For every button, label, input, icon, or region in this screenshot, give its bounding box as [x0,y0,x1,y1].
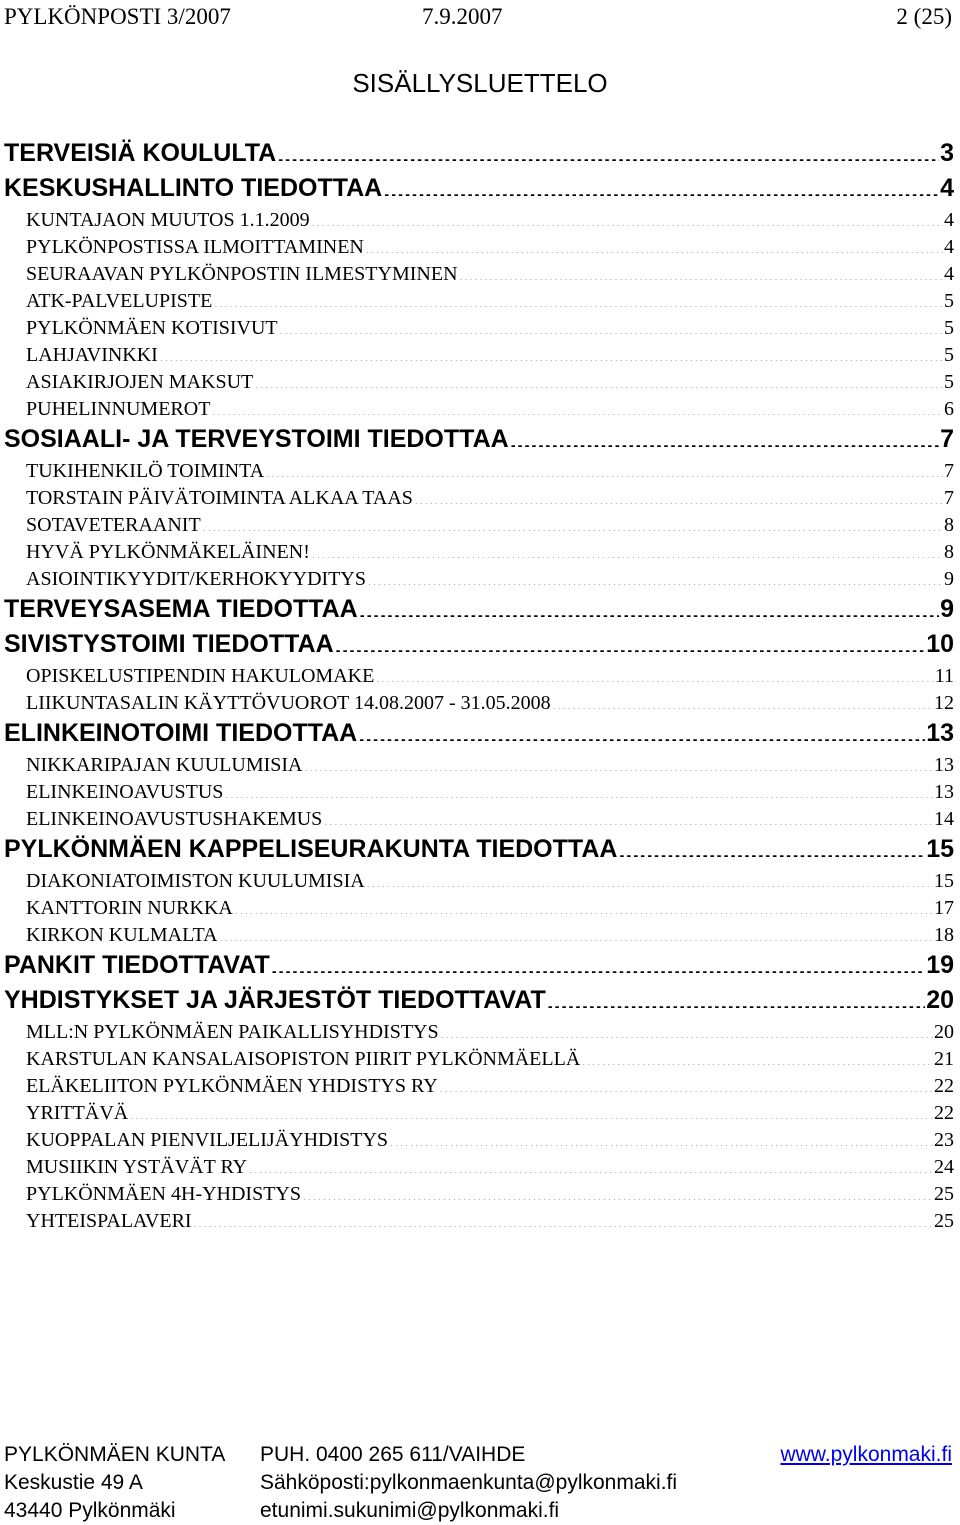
toc-entry-label: MUSIIKIN YSTÄVÄT RY [26,1156,248,1178]
toc-leader-dots [440,1018,933,1038]
toc-entry-label: OPISKELUSTIPENDIN HAKULOMAKE [26,665,375,687]
toc-entry-label: PANKIT TIEDOTTAVAT [4,951,270,979]
toc-entry-label: PYLKÖNMÄEN 4H-YHDISTYS [26,1183,301,1205]
toc-leader-dots [224,778,933,798]
toc-entry-label: SOTAVETERAANIT [26,514,201,536]
toc-entry-page: 12 [934,692,954,714]
toc-entry-label: PUHELINNUMEROT [26,398,211,420]
toc-entry[interactable] [4,233,954,260]
toc-entry-label: LAHJAVINKKI [26,344,158,366]
toc-entry-page: 15 [926,835,954,863]
toc-entry[interactable] [4,832,954,867]
toc-entry[interactable] [4,511,954,538]
toc-leader-dots [439,1072,933,1092]
toc-entry-label: MLL:N PYLKÖNMÄEN PAIKALLISYHDISTYS [26,1021,439,1043]
toc-entry-label: SIVISTYSTOIMI TIEDOTTAA [4,630,334,658]
toc-entry-label: KUOPPALAN PIENVILJELIJÄYHDISTYS [26,1129,389,1151]
footer-email-pattern: etunimi.sukunimi@pylkonmaki.fi [260,1499,560,1522]
toc-leader-dots [277,136,939,161]
toc-leader-dots [335,627,926,652]
toc-entry[interactable] [4,689,954,716]
toc-entry[interactable] [4,206,954,233]
toc-entry-label: KANTTORIN NURKKA [26,897,233,919]
toc-entry[interactable] [4,171,954,206]
toc-leader-dots [265,457,943,477]
toc-entry-page: 5 [944,344,954,366]
toc-entry-page: 24 [934,1156,954,1178]
toc-entry-page: 4 [940,174,954,202]
footer-street: Keskustie 49 A [4,1471,143,1494]
toc-entry-label: ELINKEINOAVUSTUS [26,781,224,803]
toc-entry-label: TORSTAIN PÄIVÄTOIMINTA ALKAA TAAS [26,487,413,509]
toc-leader-dots [547,983,925,1008]
toc-entry[interactable] [4,1126,954,1153]
toc-entry-label: NIKKARIPAJAN KUULUMISIA [26,754,303,776]
toc-leader-dots [389,1126,933,1146]
toc-leader-dots [581,1045,933,1065]
toc-entry-label: LIIKUNTASALIN KÄYTTÖVUOROT 14.08.2007 - 31.05.2008 [26,692,551,714]
toc-entry-label: TERVEYSASEMA TIEDOTTAA [4,595,358,623]
toc-entry-page: 7 [944,487,954,509]
toc-entry[interactable] [4,565,954,592]
toc-entry[interactable] [4,592,954,627]
toc-entry[interactable] [4,136,954,171]
toc-entry[interactable] [4,894,954,921]
toc-entry[interactable] [4,662,954,689]
toc-entry[interactable] [4,778,954,805]
toc-leader-dots [304,751,934,771]
toc-entry[interactable] [4,1045,954,1072]
toc-leader-dots [254,368,943,388]
toc-entry-label: ELINKEINOAVUSTUSHAKEMUS [26,808,323,830]
toc-entry-page: 13 [934,754,954,776]
toc-entry-page: 8 [944,541,954,563]
toc-entry-label: PYLKÖNMÄEN KOTISIVUT [26,317,278,339]
toc-leader-dots [311,538,943,558]
page-footer [4,1443,952,1523]
toc-entry[interactable] [4,1180,954,1207]
toc-entry-label: TUKIHENKILÖ TOIMINTA [26,460,265,482]
toc-entry[interactable] [4,921,954,948]
toc-entry[interactable] [4,983,954,1018]
toc-entry-page: 9 [940,595,954,623]
toc-entry-label: SOSIAALI- JA TERVEYSTOIMI TIEDOTTAA [4,425,509,453]
toc-leader-dots [618,832,925,857]
toc-entry-page: 22 [934,1075,954,1097]
toc-entry[interactable] [4,805,954,832]
toc-entry[interactable] [4,1153,954,1180]
toc-entry-label: ELÄKELIITON PYLKÖNMÄEN YHDISTYS RY [26,1075,438,1097]
toc-entry-label: YRITTÄVÄ [26,1102,129,1124]
toc-entry-label: KARSTULAN KANSALAISOPISTON PIIRIT PYLKÖNMÄELLÄ [26,1048,581,1070]
toc-entry[interactable] [4,368,954,395]
toc-entry-label: PYLKÖNMÄEN KAPPELISEURAKUNTA TIEDOTTAA [4,835,618,863]
footer-phone: PUH. 0400 265 611/VAIHDE [260,1443,526,1466]
toc-leader-dots [552,689,933,709]
footer-postal: 43440 Pylkönmäki [4,1499,176,1522]
table-of-contents [4,136,954,1234]
toc-entry[interactable] [4,867,954,894]
toc-leader-dots [202,511,943,531]
toc-entry-page: 21 [934,1048,954,1070]
toc-entry-page: 10 [926,630,954,658]
toc-entry-label: HYVÄ PYLKÖNMÄKELÄINEN! [26,541,310,563]
toc-leader-dots [510,422,939,447]
toc-entry-page: 13 [934,781,954,803]
toc-leader-dots [323,805,933,825]
publication-name: PYLKÖNPOSTI 3/2007 [4,4,231,29]
toc-entry-page: 4 [944,209,954,231]
toc-entry[interactable] [4,948,954,983]
toc-leader-dots [459,260,943,280]
toc-entry-page: 7 [940,425,954,453]
toc-entry[interactable] [4,1018,954,1045]
toc-entry-label: KESKUSHALLINTO TIEDOTTAA [4,174,383,202]
page-header [4,4,952,38]
toc-entry-page: 3 [940,139,954,167]
toc-entry-page: 5 [944,290,954,312]
toc-entry-label: KIRKON KULMALTA [26,924,218,946]
toc-entry[interactable] [4,1207,954,1234]
toc-leader-dots [383,171,939,196]
toc-entry-page: 18 [934,924,954,946]
toc-leader-dots [302,1180,933,1200]
toc-leader-dots [234,894,933,914]
toc-entry-page: 4 [944,263,954,285]
toc-entry-page: 5 [944,317,954,339]
toc-entry-page: 23 [934,1129,954,1151]
toc-entry[interactable] [4,627,954,662]
toc-entry-label: TERVEISIÄ KOULULTA [4,139,277,167]
toc-entry-label: SEURAAVAN PYLKÖNPOSTIN ILMESTYMINEN [26,263,458,285]
toc-entry[interactable] [4,751,954,778]
toc-entry[interactable] [4,484,954,511]
toc-entry[interactable] [4,538,954,565]
toc-leader-dots [358,716,925,741]
toc-leader-dots [213,287,943,307]
toc-entry-page: 25 [934,1210,954,1232]
toc-entry[interactable] [4,341,954,368]
footer-org: PYLKÖNMÄEN KUNTA [4,1443,226,1466]
toc-entry-page: 17 [934,897,954,919]
page-title: SISÄLLYSLUETTELO [352,68,608,98]
toc-entry[interactable] [4,260,954,287]
toc-leader-dots [367,565,943,585]
toc-leader-dots [359,592,939,617]
toc-entry-label: ELINKEINOTOIMI TIEDOTTAA [4,719,358,747]
toc-leader-dots [375,662,933,682]
toc-entry-page: 20 [926,986,954,1014]
toc-entry[interactable] [4,314,954,341]
toc-entry-page: 8 [944,514,954,536]
page-number: 2 (25) [896,4,952,29]
toc-entry-label: PYLKÖNPOSTISSA ILMOITTAMINEN [26,236,364,258]
toc-entry[interactable] [4,422,954,457]
footer-website-link[interactable]: www.pylkonmaki.fi [780,1443,952,1466]
toc-entry-label: ASIAKIRJOJEN MAKSUT [26,371,254,393]
toc-entry-page: 11 [934,665,954,687]
toc-entry-label: KUNTAJAON MUUTOS 1.1.2009 [26,209,310,231]
toc-entry-page: 9 [944,568,954,590]
toc-leader-dots [248,1153,933,1173]
toc-entry-label: ATK-PALVELUPISTE [26,290,213,312]
toc-entry-page: 13 [926,719,954,747]
toc-entry-page: 19 [926,951,954,979]
toc-entry[interactable] [4,716,954,751]
toc-entry-label: ASIOINTIKYYDIT/KERHOKYYDITYS [26,568,366,590]
toc-leader-dots [279,314,943,334]
toc-entry-page: 20 [934,1021,954,1043]
toc-entry-page: 6 [944,398,954,420]
toc-leader-dots [271,948,925,973]
toc-leader-dots [219,921,933,941]
toc-entry-label: DIAKONIATOIMISTON KUULUMISIA [26,870,365,892]
toc-entry-label: YHTEISPALAVERI [26,1210,192,1232]
toc-entry-page: 5 [944,371,954,393]
toc-leader-dots [366,867,933,887]
toc-leader-dots [311,206,943,226]
toc-entry[interactable] [4,1099,954,1126]
toc-entry-page: 22 [934,1102,954,1124]
toc-leader-dots [414,484,943,504]
toc-entry[interactable] [4,395,954,422]
toc-entry[interactable] [4,287,954,314]
toc-entry-page: 7 [944,460,954,482]
toc-entry[interactable] [4,1072,954,1099]
toc-leader-dots [193,1207,933,1227]
toc-leader-dots [159,341,943,361]
publication-date: 7.9.2007 [422,4,503,29]
toc-leader-dots [365,233,943,253]
toc-entry[interactable] [4,457,954,484]
toc-entry-label: YHDISTYKSET JA JÄRJESTÖT TIEDOTTAVAT [4,986,546,1014]
footer-email: Sähköposti:pylkonmaenkunta@pylkonmaki.fi [260,1471,678,1494]
toc-entry-page: 15 [934,870,954,892]
toc-entry-page: 14 [934,808,954,830]
toc-leader-dots [129,1099,933,1119]
toc-entry-page: 4 [944,236,954,258]
toc-entry-page: 25 [934,1183,954,1205]
toc-leader-dots [211,395,943,415]
